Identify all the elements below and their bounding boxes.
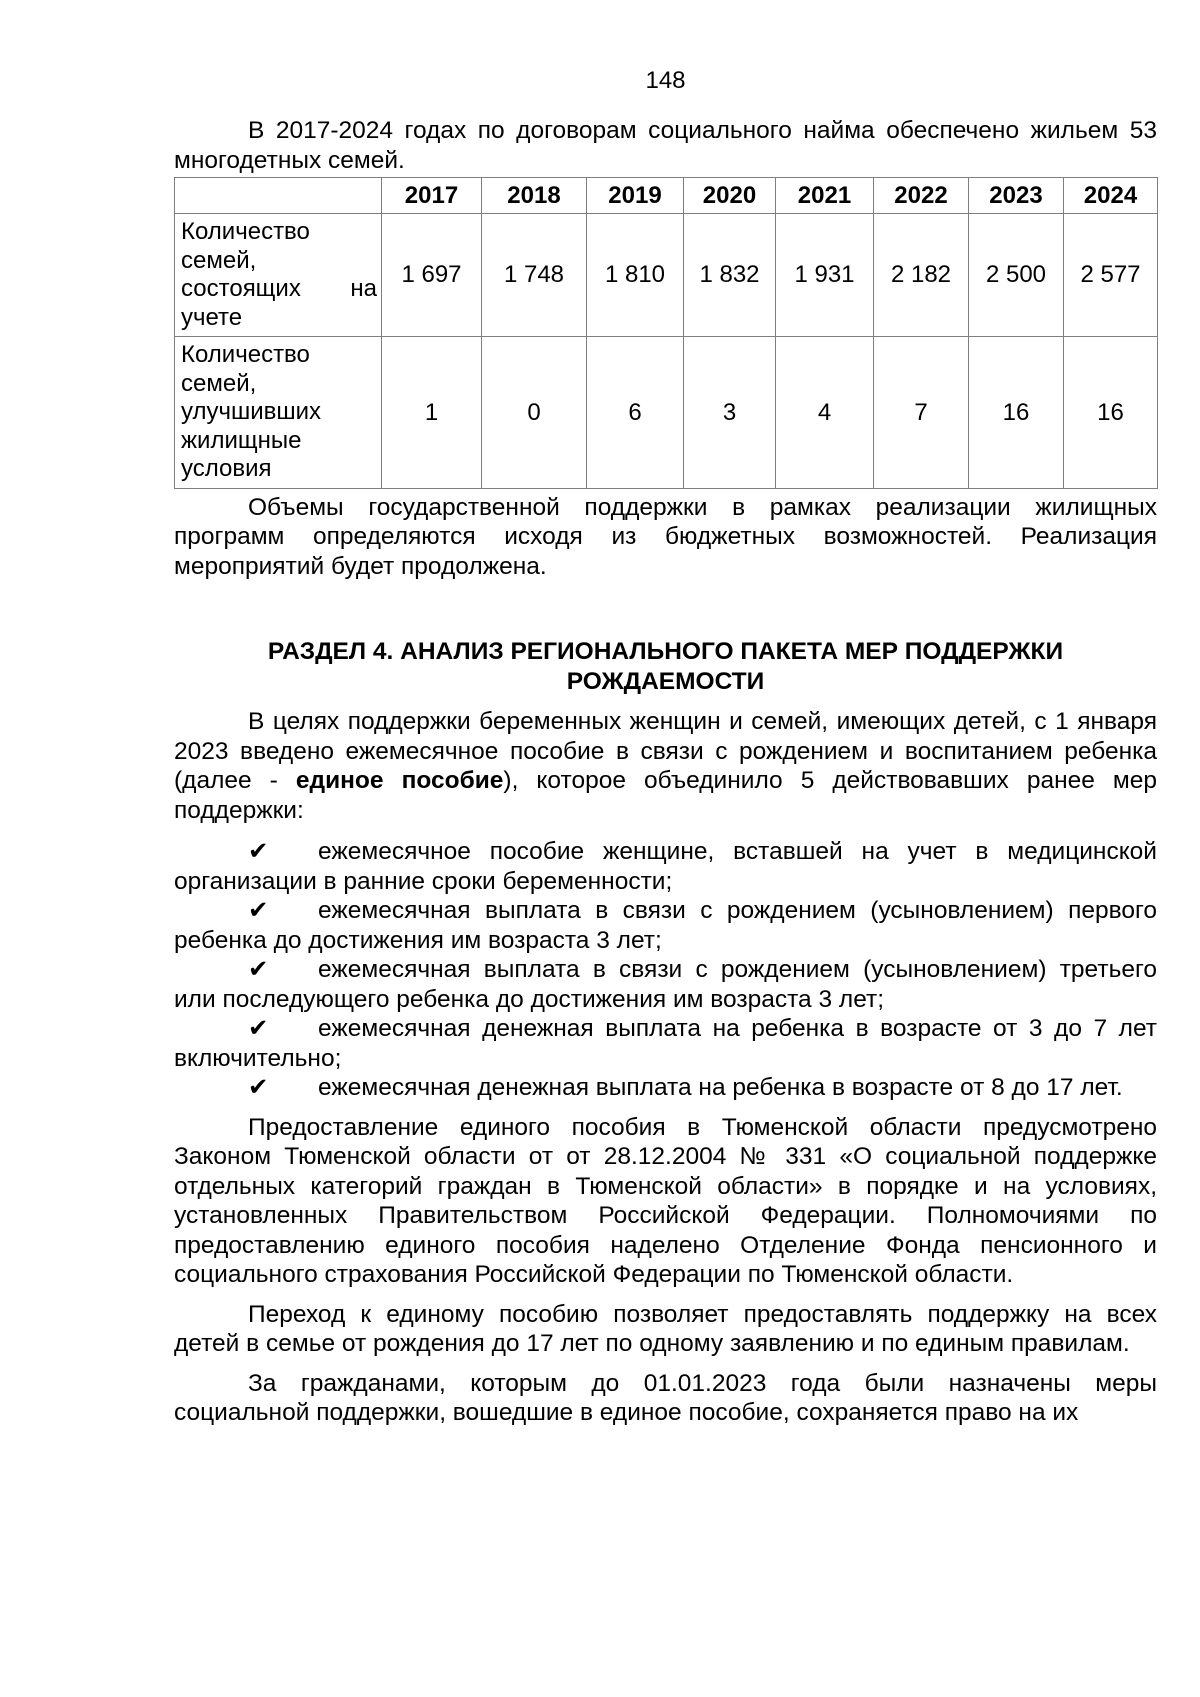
checkmark-icon: ✔ [248,1074,269,1101]
list-item-text: ежемесячная выплата в связи с рождением (усыновлением) третьего или последующего ребенка до достижения им возраста 3 лет; [174,956,1157,1013]
year-header: 2024 [1064,178,1158,214]
checkmark-icon: ✔ [248,1015,269,1042]
table-cell: 6 [587,337,684,489]
list-item [174,896,1157,955]
year-header: 2023 [969,178,1064,214]
row-label-families-improved: Количество семей, улучшивших жилищные условия [175,337,382,489]
table-cell: 4 [776,337,874,489]
section-intro-paragraph [174,707,1157,825]
intro-paragraph: В 2017-2024 годах по договорам социального найма обеспечено жильем 53 многодетных семей. [174,117,1157,174]
table-cell: 1 832 [684,214,776,337]
table-corner-cell [175,178,382,214]
year-header: 2017 [382,178,482,214]
table-row [175,214,1158,337]
table-cell: 2 577 [1064,214,1158,337]
page-content [174,116,1157,1428]
housing-statistics-table [174,177,1158,489]
table-cell: 16 [1064,337,1158,489]
table-cell: 1 697 [382,214,482,337]
list-item [174,955,1157,1014]
page-number: 148 [645,67,686,94]
list-item [174,837,1157,896]
year-header: 2022 [874,178,969,214]
table-cell: 1 748 [482,214,587,337]
table-cell: 2 500 [969,214,1064,337]
list-item-text: ежемесячное пособие женщине, вставшей на учет в медицинской организации в ранние сроки беременности; [174,838,1157,895]
list-item [174,1014,1157,1073]
table-cell: 1 931 [776,214,874,337]
table-cell: 1 810 [587,214,684,337]
year-header: 2021 [776,178,874,214]
checkmark-icon: ✔ [248,838,269,865]
table-cell: 7 [874,337,969,489]
checkmark-icon: ✔ [248,956,269,983]
year-header: 2019 [587,178,684,214]
section-heading: РАЗДЕЛ 4. АНАЛИЗ РЕГИОНАЛЬНОГО ПАКЕТА МЕР ПОДДЕРЖКИ РОЖДАЕМОСТИ [267,638,1064,695]
transition-paragraph: Переход к единому пособию позволяет предоставлять поддержку на всех детей в семье от рождения до 17 лет по одному заявлению и по единым правилам. [174,1300,1157,1357]
list-item-text: ежемесячная денежная выплата на ребенка в возрасте от 8 до 17 лет. [318,1074,1123,1101]
list-item [174,1073,1157,1103]
section-intro-text-end: ), которое объединило 5 действовавших ранее мер поддержки: [174,767,1157,824]
section-intro-text-start: В целях поддержки беременных женщин и семей, имеющих детей, с 1 января 2023 введено ежемесячное пособие в связи с рождением и воспитанием ребенка (далее - [174,708,1157,794]
after-table-paragraph: Объемы государственной поддержки в рамках реализации жилищных программ определяются исходя из бюджетных возможностей. Реализация мероприятий будет продолжена. [174,493,1157,580]
table-header-row [175,178,1158,214]
year-header: 2018 [482,178,587,214]
table-row [175,337,1158,489]
list-item-text: ежемесячная денежная выплата на ребенка в возрасте от 3 до 7 лет включительно; [174,1015,1157,1072]
table-cell: 2 182 [874,214,969,337]
table-cell: 1 [382,337,482,489]
section-intro-bold-term: единое пособие [295,767,504,794]
list-item-text: ежемесячная выплата в связи с рождением (усыновлением) первого ребенка до достижения им возраста 3 лет; [174,897,1157,954]
table-cell: 0 [482,337,587,489]
year-header: 2020 [684,178,776,214]
provision-paragraph: Предоставление единого пособия в Тюменской области предусмотрено Законом Тюменской области от от 28.12.2004 № 331 «О социальной поддержке отдельных категорий граждан в Тюменской области» в порядке и на условиях, установленных Правительством Российской Федерации. Полномочиями по предоставлению единого пособия наделено Отделение Фонда пенсионного и социального страхования Российской Федерации по Тюменской области. [174,1113,1157,1288]
table-cell: 16 [969,337,1064,489]
checkmark-icon: ✔ [248,897,269,924]
table-cell: 3 [684,337,776,489]
final-paragraph: За гражданами, которым до 01.01.2023 года были назначены меры социальной поддержки, вошедшие в единое пособие, сохраняется право на их [174,1369,1157,1426]
row-label-families-registered: Количество семей, состоящих на учете [175,214,382,337]
